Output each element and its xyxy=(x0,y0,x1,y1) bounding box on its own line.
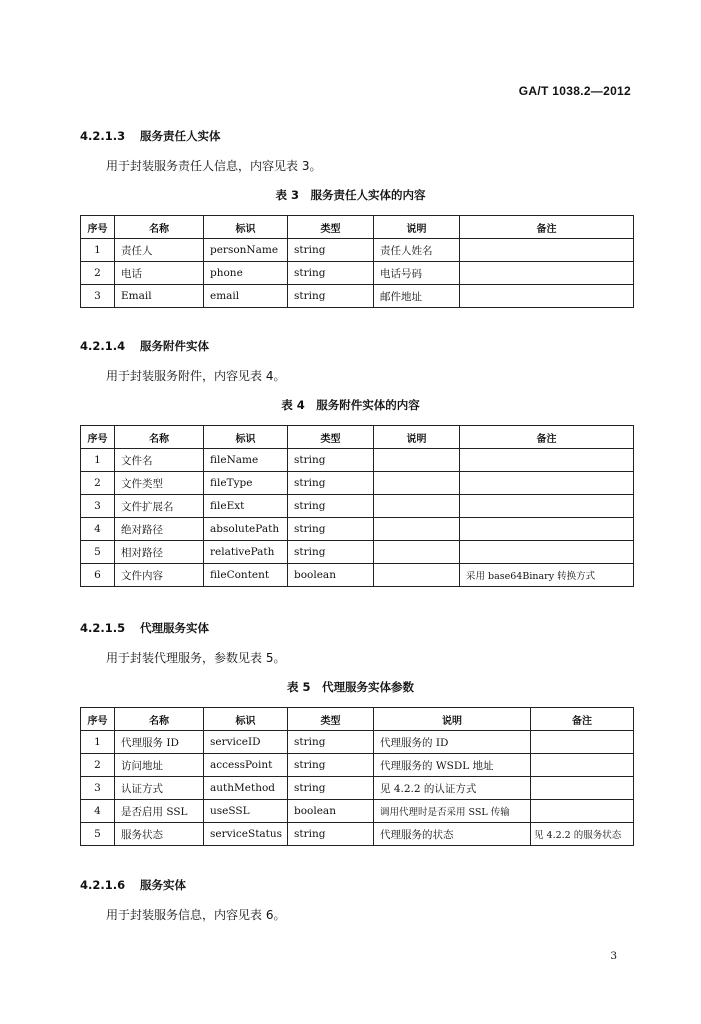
cell-name: Email xyxy=(115,285,204,308)
cell-name: 认证方式 xyxy=(115,777,204,800)
col-header-note: 备注 xyxy=(531,708,634,731)
cell-note xyxy=(531,731,634,754)
cell-note xyxy=(460,495,634,518)
col-header-desc: 说明 xyxy=(374,426,460,449)
cell-note xyxy=(460,518,634,541)
cell-index: 1 xyxy=(81,449,115,472)
section-text: 用于封装服务责任人信息，内容见表 3。 xyxy=(106,159,322,173)
cell-id: fileName xyxy=(204,449,288,472)
section-heading-4-2-1-3 xyxy=(80,128,221,144)
section-text: 用于封装服务信息，内容见表 6。 xyxy=(106,908,286,922)
cell-id: relativePath xyxy=(204,541,288,564)
cell-id: authMethod xyxy=(204,777,288,800)
section-title: 服务责任人实体 xyxy=(140,129,221,143)
cell-name: 绝对路径 xyxy=(115,518,204,541)
table-row xyxy=(81,472,634,495)
cell-desc: 责任人姓名 xyxy=(374,239,460,262)
table-5 xyxy=(80,707,634,846)
cell-note xyxy=(460,449,634,472)
col-header-type: 类型 xyxy=(288,708,374,731)
table-row xyxy=(81,495,634,518)
section-number: 4.2.1.3 xyxy=(80,129,126,143)
cell-type: boolean xyxy=(288,800,374,823)
cell-id: accessPoint xyxy=(204,754,288,777)
table-row xyxy=(81,285,634,308)
cell-index: 4 xyxy=(81,518,115,541)
cell-name: 责任人 xyxy=(115,239,204,262)
table-header-row xyxy=(81,426,634,449)
table-header-row xyxy=(81,216,634,239)
standard-code: GA/T 1038.2—2012 xyxy=(518,84,631,98)
cell-note xyxy=(531,800,634,823)
cell-index: 1 xyxy=(81,239,115,262)
col-header-index: 序号 xyxy=(81,426,115,449)
col-header-note: 备注 xyxy=(460,216,634,239)
col-header-id: 标识 xyxy=(204,708,288,731)
cell-desc xyxy=(374,518,460,541)
cell-type: string xyxy=(288,541,374,564)
cell-name: 文件类型 xyxy=(115,472,204,495)
cell-desc: 邮件地址 xyxy=(374,285,460,308)
cell-name: 访问地址 xyxy=(115,754,204,777)
cell-id: fileType xyxy=(204,472,288,495)
cell-type: string xyxy=(288,823,374,846)
col-header-name: 名称 xyxy=(115,426,204,449)
cell-type: string xyxy=(288,285,374,308)
cell-note xyxy=(460,541,634,564)
cell-note xyxy=(531,777,634,800)
cell-desc: 见 4.2.2 的认证方式 xyxy=(374,777,531,800)
cell-id: fileExt xyxy=(204,495,288,518)
col-header-index: 序号 xyxy=(81,708,115,731)
cell-name: 代理服务 ID xyxy=(115,731,204,754)
cell-note: 见 4.2.2 的服务状态 xyxy=(531,823,634,846)
page-number: 3 xyxy=(610,950,617,962)
table-row xyxy=(81,518,634,541)
cell-index: 3 xyxy=(81,285,115,308)
cell-desc: 代理服务的状态 xyxy=(374,823,531,846)
cell-desc: 代理服务的 ID xyxy=(374,731,531,754)
cell-index: 2 xyxy=(81,754,115,777)
table-row xyxy=(81,800,634,823)
cell-name: 文件名 xyxy=(115,449,204,472)
cell-desc xyxy=(374,564,460,587)
cell-id: phone xyxy=(204,262,288,285)
cell-id: email xyxy=(204,285,288,308)
col-header-id: 标识 xyxy=(204,426,288,449)
section-text: 用于封装代理服务，参数见表 5。 xyxy=(106,651,286,665)
cell-index: 5 xyxy=(81,823,115,846)
cell-type: string xyxy=(288,472,374,495)
col-header-name: 名称 xyxy=(115,216,204,239)
table-3 xyxy=(80,215,634,308)
cell-index: 1 xyxy=(81,731,115,754)
section-heading-4-2-1-4 xyxy=(80,338,209,354)
cell-id: serviceID xyxy=(204,731,288,754)
cell-desc xyxy=(374,472,460,495)
col-header-desc: 说明 xyxy=(374,216,460,239)
cell-note xyxy=(460,239,634,262)
cell-desc: 电话号码 xyxy=(374,262,460,285)
cell-name: 文件内容 xyxy=(115,564,204,587)
cell-desc xyxy=(374,541,460,564)
cell-type: string xyxy=(288,518,374,541)
cell-type: string xyxy=(288,731,374,754)
table-caption-4: 表 4 服务附件实体的内容 xyxy=(281,398,420,412)
table-row xyxy=(81,754,634,777)
table-row xyxy=(81,564,634,587)
table-row xyxy=(81,823,634,846)
section-title: 代理服务实体 xyxy=(140,621,209,635)
section-title: 服务实体 xyxy=(140,878,186,892)
cell-desc xyxy=(374,449,460,472)
cell-index: 6 xyxy=(81,564,115,587)
cell-note xyxy=(460,262,634,285)
cell-index: 5 xyxy=(81,541,115,564)
cell-desc: 调用代理时是否采用 SSL 传输 xyxy=(374,800,531,823)
cell-id: serviceStatus xyxy=(204,823,288,846)
table-caption-5: 表 5 代理服务实体参数 xyxy=(286,680,414,694)
section-number: 4.2.1.4 xyxy=(80,339,126,353)
section-heading-4-2-1-5 xyxy=(80,620,209,636)
col-header-index: 序号 xyxy=(81,216,115,239)
table-row xyxy=(81,239,634,262)
cell-index: 3 xyxy=(81,777,115,800)
col-header-type: 类型 xyxy=(288,216,374,239)
cell-type: string xyxy=(288,449,374,472)
col-header-name: 名称 xyxy=(115,708,204,731)
col-header-note: 备注 xyxy=(460,426,634,449)
cell-note: 采用 base64Binary 转换方式 xyxy=(460,564,634,587)
cell-index: 2 xyxy=(81,262,115,285)
cell-type: string xyxy=(288,754,374,777)
cell-desc: 代理服务的 WSDL 地址 xyxy=(374,754,531,777)
cell-index: 4 xyxy=(81,800,115,823)
cell-id: personName xyxy=(204,239,288,262)
section-number: 4.2.1.5 xyxy=(80,621,126,635)
cell-index: 2 xyxy=(81,472,115,495)
col-header-type: 类型 xyxy=(288,426,374,449)
cell-type: string xyxy=(288,777,374,800)
table-row xyxy=(81,262,634,285)
table-row xyxy=(81,777,634,800)
cell-id: absolutePath xyxy=(204,518,288,541)
table-caption-3: 表 3 服务责任人实体的内容 xyxy=(275,188,426,202)
cell-type: string xyxy=(288,239,374,262)
col-header-desc: 说明 xyxy=(374,708,531,731)
cell-desc xyxy=(374,495,460,518)
cell-type: string xyxy=(288,495,374,518)
cell-name: 电话 xyxy=(115,262,204,285)
cell-note xyxy=(460,472,634,495)
section-heading-4-2-1-6 xyxy=(80,877,186,893)
cell-id: useSSL xyxy=(204,800,288,823)
table-header-row xyxy=(81,708,634,731)
table-row xyxy=(81,449,634,472)
col-header-id: 标识 xyxy=(204,216,288,239)
cell-name: 文件扩展名 xyxy=(115,495,204,518)
cell-type: boolean xyxy=(288,564,374,587)
cell-name: 是否启用 SSL xyxy=(115,800,204,823)
table-4 xyxy=(80,425,634,587)
cell-id: fileContent xyxy=(204,564,288,587)
table-row xyxy=(81,731,634,754)
cell-name: 服务状态 xyxy=(115,823,204,846)
table-row xyxy=(81,541,634,564)
cell-note xyxy=(531,754,634,777)
cell-name: 相对路径 xyxy=(115,541,204,564)
cell-type: string xyxy=(288,262,374,285)
cell-note xyxy=(460,285,634,308)
section-number: 4.2.1.6 xyxy=(80,878,126,892)
cell-index: 3 xyxy=(81,495,115,518)
section-text: 用于封装服务附件，内容见表 4。 xyxy=(106,369,286,383)
section-title: 服务附件实体 xyxy=(140,339,209,353)
